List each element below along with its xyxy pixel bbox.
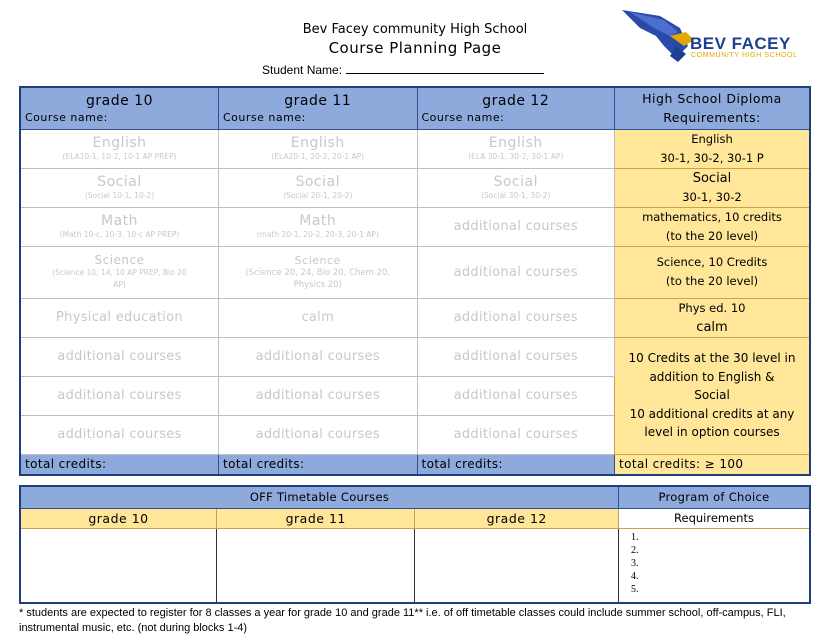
requirement-line: mathematics, 10 credits (642, 209, 782, 224)
course-name: Science (294, 253, 341, 267)
course-cell[interactable] (20, 337, 219, 376)
requirement-line: Social (694, 388, 730, 403)
course-cell[interactable] (20, 415, 219, 454)
page-title: Course Planning Page (328, 39, 502, 57)
phys-ed-requirement (615, 298, 811, 337)
course-options: (Science 10, 14, 10 AP PREP, Bio 20 (52, 268, 187, 277)
course-cell[interactable] (417, 207, 615, 246)
course-cell[interactable] (417, 168, 615, 207)
course-cell[interactable] (417, 298, 615, 337)
requirement-line: (to the 20 level) (665, 228, 759, 243)
off-timetable-table (19, 485, 811, 604)
logo-subtitle: COMMUNITY HIGH SCHOOL (691, 52, 798, 59)
requirement-line: 30-1, 30-2, 30-1 P (660, 150, 764, 165)
student-name-line[interactable] (346, 62, 544, 74)
off-timetable-title: OFF Timetable Courses (20, 486, 618, 508)
course-cell[interactable] (20, 246, 219, 298)
grade-11-header (219, 87, 418, 129)
list-item[interactable] (641, 570, 809, 583)
additional-courses: additional courses (453, 264, 578, 280)
requirements-title: Requirements (618, 508, 810, 528)
science-requirement (615, 246, 811, 298)
additional-courses: additional courses (57, 349, 182, 364)
additional-courses: additional courses (255, 388, 380, 403)
course-name: Social (97, 173, 142, 190)
list-item[interactable] (641, 557, 809, 570)
course-name: Math (100, 212, 139, 229)
course-cell[interactable] (20, 376, 219, 415)
additional-courses: additional courses (57, 427, 182, 442)
requirement-line: Science, 10 Credits (656, 255, 768, 269)
additional-courses: additional courses (255, 427, 380, 442)
requirement-line: 30-1, 30-2 (682, 189, 742, 204)
course-cell[interactable] (219, 207, 418, 246)
requirement-line: addition to English & (649, 369, 775, 384)
program-of-choice-title: Program of Choice (618, 486, 810, 508)
course-cell[interactable] (219, 298, 418, 337)
additional-courses: additional courses (255, 349, 380, 364)
course-options: (Social 30-1, 30-2) (481, 190, 551, 200)
list-item[interactable] (641, 583, 809, 596)
list-item[interactable] (641, 544, 809, 557)
course-name: calm (301, 310, 335, 325)
course-cell[interactable] (20, 207, 219, 246)
off-entry-row (20, 528, 810, 603)
total-credits-diploma: total credits: ≥ 100 (615, 454, 811, 475)
requirement-line: calm (696, 319, 728, 335)
grade-12-header (417, 87, 615, 129)
grade-title: grade 11 (284, 92, 352, 109)
course-name-label: Course name: (25, 110, 108, 124)
requirements-list (619, 531, 809, 596)
course-options: (Social 20-1, 20-2) (283, 190, 353, 200)
course-cell[interactable] (219, 415, 418, 454)
course-name: Physical education (56, 310, 183, 325)
school-name: Bev Facey community High School (302, 22, 528, 37)
off-entry-grade-11[interactable] (216, 528, 415, 603)
course-name: Math (299, 212, 337, 229)
social-requirement (615, 168, 811, 207)
additional-courses: additional courses (453, 427, 578, 442)
off-grade-row (20, 508, 810, 528)
grade-title: grade 10 (86, 92, 153, 109)
list-item[interactable] (641, 531, 809, 544)
course-cell[interactable] (219, 337, 418, 376)
course-name-label: Course name: (421, 110, 505, 124)
course-name: Social (493, 173, 538, 190)
additional-courses: additional courses (453, 310, 578, 325)
social-row (20, 168, 810, 207)
course-cell[interactable] (20, 168, 219, 207)
course-options: AP) (113, 280, 126, 289)
course-options: (Science 20, 24, Bio 20, Chem 20, (245, 267, 391, 278)
student-name-field[interactable] (262, 62, 544, 77)
off-grade-11: grade 11 (216, 508, 415, 528)
additional-courses: additional courses (57, 388, 182, 403)
off-grade-12: grade 12 (415, 508, 619, 528)
course-planning-table (19, 86, 811, 476)
course-cell[interactable] (417, 129, 615, 168)
grade-header-row (20, 87, 810, 129)
course-options: (math 20-1, 20-2, 20-3, 20-1 AP) (256, 229, 379, 239)
off-entry-grade-10[interactable] (20, 528, 216, 603)
course-name: English (290, 134, 345, 151)
phys-ed-row (20, 298, 810, 337)
course-name: Social (295, 173, 340, 190)
logo-name: BEV FACEY (690, 34, 791, 53)
requirement-line: 10 additional credits at any (629, 406, 795, 421)
course-cell[interactable] (20, 298, 219, 337)
additional-courses: additional courses (453, 219, 578, 234)
course-cell[interactable] (417, 337, 615, 376)
course-cell[interactable] (219, 129, 418, 168)
course-options: Physics 20) (293, 279, 342, 290)
student-name-label: Student Name: (262, 63, 343, 77)
grade-10-header (20, 87, 219, 129)
requirement-line: English (691, 131, 733, 146)
course-name-label: Course name: (223, 110, 306, 124)
grade-title: grade 12 (482, 92, 550, 109)
diploma-title: High School Diploma (642, 91, 782, 107)
requirement-line: (to the 20 level) (665, 274, 759, 288)
additional-requirement (615, 337, 811, 454)
math-requirement (615, 207, 811, 246)
course-cell[interactable] (219, 168, 418, 207)
requirement-line: 10 Credits at the 30 level in (628, 351, 796, 366)
off-title-row (20, 486, 810, 508)
requirement-line: level in option courses (644, 425, 780, 440)
off-grade-10: grade 10 (20, 508, 216, 528)
english-row (20, 129, 810, 168)
science-row (20, 246, 810, 298)
totals-row (20, 454, 810, 475)
course-cell[interactable] (417, 246, 615, 298)
off-entry-grade-12[interactable] (415, 528, 619, 603)
additional-courses: additional courses (453, 388, 578, 403)
diploma-subtitle: Requirements: (663, 110, 761, 126)
course-options: (Math 10-c, 10-3, 10-c AP PREP) (59, 229, 180, 239)
course-cell[interactable] (417, 415, 615, 454)
requirement-line: Phys ed. 10 (678, 300, 746, 315)
course-options: (ELA10-1, 10-2, 10-1 AP PREP) (62, 151, 177, 161)
course-name: English (488, 134, 543, 151)
course-options: (Social 10-1, 10-2) (84, 190, 155, 200)
total-credits-grade-11[interactable]: total credits: (219, 454, 418, 475)
course-cell[interactable] (417, 376, 615, 415)
course-cell[interactable] (219, 246, 418, 298)
course-cell[interactable] (20, 129, 219, 168)
additional-row-1 (20, 337, 810, 376)
course-name: Science (94, 253, 145, 267)
course-cell[interactable] (219, 376, 418, 415)
total-credits-grade-10[interactable]: total credits: (20, 454, 219, 475)
diploma-header (615, 87, 811, 129)
english-requirement (615, 129, 811, 168)
requirement-line: Social (692, 170, 732, 186)
math-row (20, 207, 810, 246)
additional-courses: additional courses (453, 349, 578, 364)
course-options: (ELA20-1, 20-2, 20-1 AP) (271, 151, 365, 161)
total-credits-grade-12[interactable]: total credits: (417, 454, 615, 475)
program-requirements-list[interactable] (618, 528, 810, 603)
footnote: * students are expected to register for 8 classes a year for grade 10 and grade 11** i.e. of off timetable classes could include summer school, off-campus, FLI, instrumental music, etc. (not during blocks 1-4) (19, 607, 786, 634)
course-options: (ELA 30-1, 30-2, 30-1 AP) (468, 151, 564, 161)
course-name: English (92, 134, 147, 151)
